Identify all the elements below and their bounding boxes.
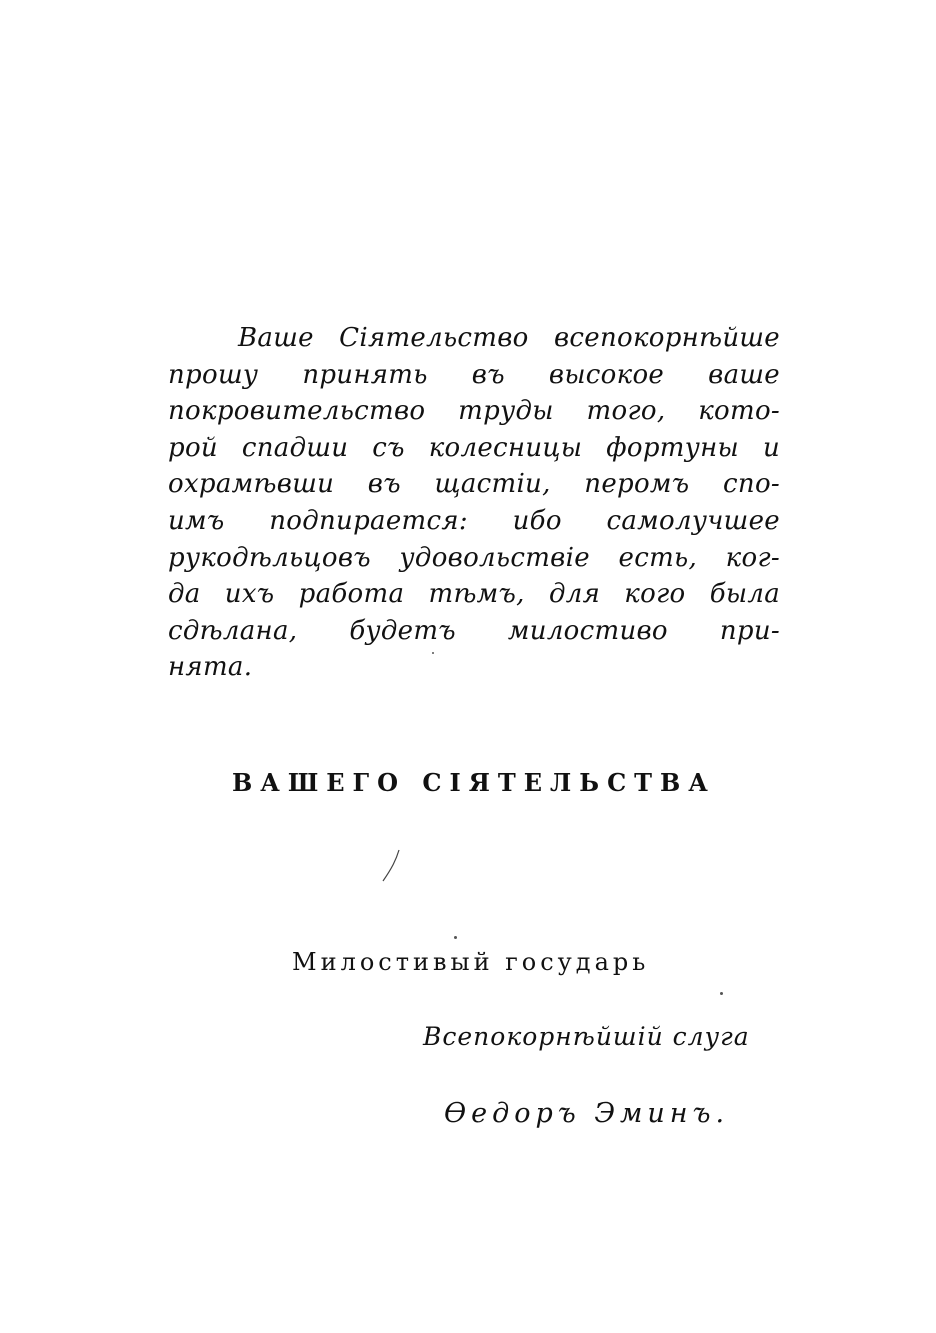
dedication-line: рой спадши съ колесницы фортуны и xyxy=(168,432,780,463)
ink-speck xyxy=(432,652,434,654)
salutation: Милостивый государь xyxy=(292,948,650,976)
pen-stroke-mark xyxy=(380,848,402,884)
dedication-line: Ваше Сіятельство всепокорнѣйше xyxy=(238,323,780,353)
dedication-line: охрамѣвши въ щастіи, перомъ спо- xyxy=(168,469,780,500)
author-signature: Өедоръ Эминъ. xyxy=(444,1098,730,1129)
dedication-line: имъ подпирается: ибо самолучшее xyxy=(168,505,780,536)
dedication-paragraph xyxy=(168,320,780,686)
dedication-line: рукодѣльцовъ удовольствіе есть, ког- xyxy=(168,542,780,573)
dedication-line: да ихъ работа тѣмъ, для кого была xyxy=(168,579,780,610)
closing-title: ВАШЕГО СІЯТЕЛЬСТВА xyxy=(232,768,716,797)
dedication-line: прошу принять въ высокое ваше xyxy=(168,359,780,390)
servant-line: Всепокорнѣйшій слуга xyxy=(423,1022,750,1051)
dedication-line: сдѣлана, будетъ милостиво при- xyxy=(168,615,780,646)
ink-speck xyxy=(454,936,457,939)
dedication-line: покровительство труды того, кото- xyxy=(168,396,780,427)
dedication-line: нята. xyxy=(168,652,253,683)
ink-speck xyxy=(720,992,723,995)
